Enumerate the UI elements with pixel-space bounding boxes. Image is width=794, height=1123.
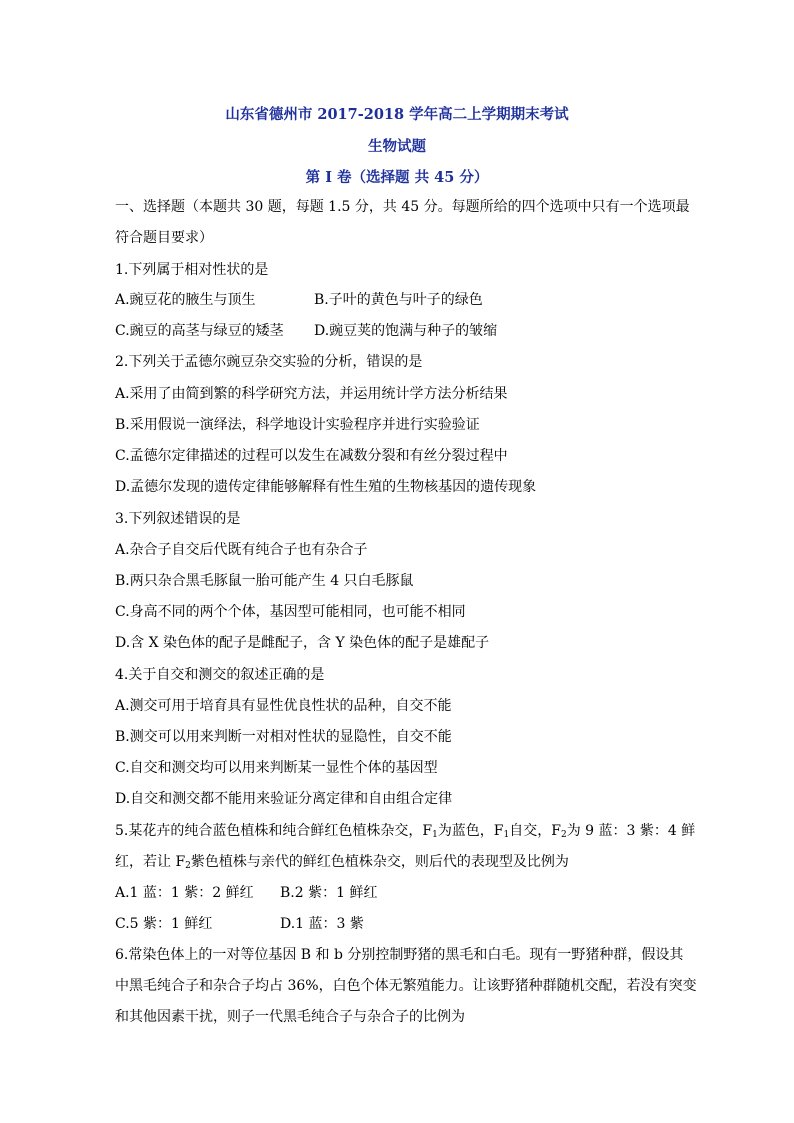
subscript-1: 1 xyxy=(432,830,438,840)
question-1-option-a: A.豌豆花的腋生与顶生 xyxy=(115,292,256,308)
question-2-option-b: B.采用假说一演绎法，科学地设计实验程序并进行实验验证 xyxy=(115,417,480,433)
question-6-stem-line-2: 中黑毛纯合子和杂合子均占 36%，白色个体无繁殖能力。让该野猪种群随机交配，若没有突变 xyxy=(115,978,697,994)
question-5-option-b: B.2 紫：1 鲜红 xyxy=(280,885,378,901)
question-5-option-d: D.1 蓝：3 紫 xyxy=(280,916,364,932)
question-4-option-d: D.自交和测交都不能用来验证分离定律和自由组合定律 xyxy=(115,791,453,807)
question-3-stem: 3.下列叙述错误的是 xyxy=(115,511,241,527)
subscript-2: 2 xyxy=(560,830,567,840)
question-3-option-d: D.含 X 染色体的配子是雌配子，含 Y 染色体的配子是雄配子 xyxy=(115,635,490,651)
question-1-option-d: D.豌豆荚的饱满与种子的皱缩 xyxy=(314,323,498,339)
question-3-option-a: A.杂合子自交后代既有纯合子也有杂合子 xyxy=(115,542,368,558)
question-2-option-a: A.采用了由简到繁的科学研究方法，并运用统计学方法分析结果 xyxy=(115,386,508,402)
question-1-stem: 1.下列属于相对性状的是 xyxy=(115,262,269,278)
question-5-stem-line-1 xyxy=(115,821,696,845)
question-5-stem-part: 5.某花卉的纯合蓝色植株和纯合鲜红色植株杂交，F xyxy=(115,823,433,839)
question-5-stem-part: 紫色植株与亲代的鲜红色植株杂交，则后代的表现型及比例为 xyxy=(190,854,569,870)
question-4-option-b: B.测交可以用来判断一对相对性状的显隐性，自交不能 xyxy=(115,729,452,745)
question-2-option-c: C.孟德尔定律描述的过程可以发生在减数分裂和有丝分裂过程中 xyxy=(115,448,508,464)
question-4-option-c: C.自交和测交均可以用来判断某一显性个体的基因型 xyxy=(115,760,438,776)
question-5-option-c: C.5 紫：1 鲜红 xyxy=(115,916,213,932)
subject-title: 生物试题 xyxy=(368,138,426,155)
instructions-line-2: 符合题目要求） xyxy=(115,230,213,246)
question-5-stem-part: 自交，F xyxy=(509,823,561,839)
question-5-option-a: A.1 蓝：1 紫：2 鲜红 xyxy=(115,885,254,901)
question-5-stem-part: 为 9 蓝：3 紫：4 鲜 xyxy=(566,823,696,839)
question-6-stem-line-1: 6.常染色体上的一对等位基因 B 和 b 分别控制野猪的黑毛和白毛。现有一野猪种群，假设其 xyxy=(115,947,684,963)
instructions-line-1: 一、选择题（本题共 30 题，每题 1.5 分，共 45 分。每题所给的四个选项中只有一个选项最 xyxy=(115,199,690,215)
section-title: 第 I 卷（选择题 共 45 分） xyxy=(305,169,489,186)
question-4-stem: 4.关于自交和测交的叙述正确的是 xyxy=(115,667,325,683)
question-5-stem-part: 红，若让 F xyxy=(115,854,186,870)
question-4-option-a: A.测交可用于培育具有显性优良性状的品种，自交不能 xyxy=(115,698,452,714)
question-5-stem-line-2 xyxy=(115,852,685,876)
question-3-option-c: C.身高不同的两个个体，基因型可能相同，也可能不相同 xyxy=(115,604,466,620)
question-1-option-b: B.子叶的黄色与叶子的绿色 xyxy=(314,292,483,308)
subscript-1: 1 xyxy=(503,830,510,840)
subscript-2: 2 xyxy=(185,861,191,871)
question-2-option-d: D.孟德尔发现的遗传定律能够解释有性生殖的生物核基因的遗传现象 xyxy=(115,479,537,495)
exam-title: 山东省德州市 2017-2018 学年高二上学期期末考试 xyxy=(225,106,569,123)
question-1-option-c: C.豌豆的高茎与绿豆的矮茎 xyxy=(115,323,284,339)
question-6-stem-line-3: 和其他因素干扰，则子一代黑毛纯合子与杂合子的比例为 xyxy=(115,1009,465,1025)
question-5-stem-part: 为蓝色，F xyxy=(437,823,504,839)
question-3-option-b: B.两只杂合黑毛豚鼠一胎可能产生 4 只白毛豚鼠 xyxy=(115,573,414,589)
question-2-stem: 2.下列关于孟德尔豌豆杂交实验的分析，错误的是 xyxy=(115,354,423,370)
